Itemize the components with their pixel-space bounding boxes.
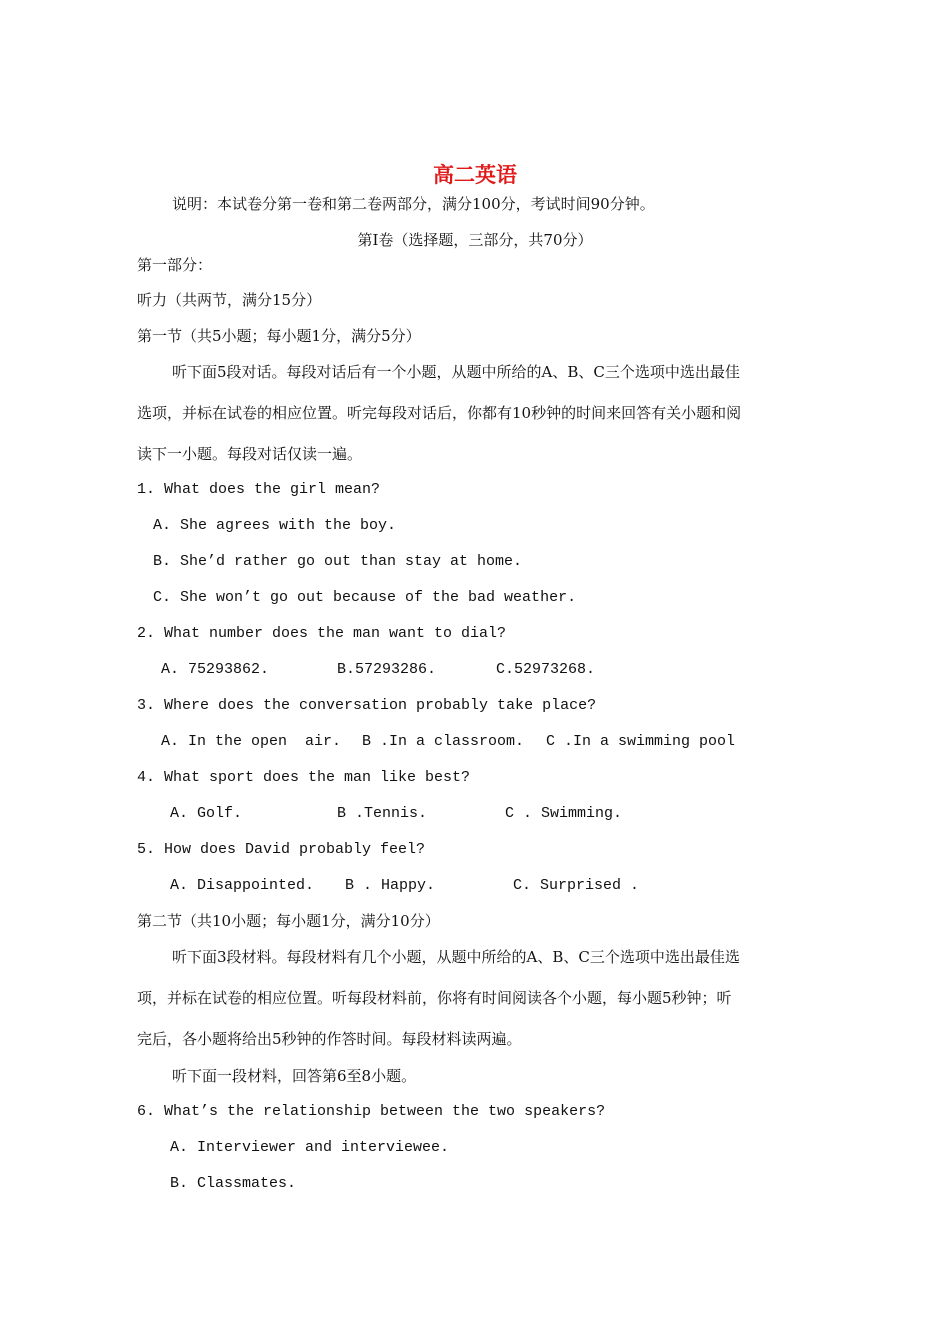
part-label: 第一部分：: [137, 256, 213, 274]
section2-instruction-line: 项，并标在试卷的相应位置。听每段材料前，你将有时间阅读各个小题，每小题5秒钟；听: [137, 989, 732, 1007]
section2-instruction-line: 听下面3段材料。每段材料有几个小题，从题中所给的A、B、C三个选项中选出最佳选: [172, 948, 740, 966]
option-2a: A. 75293862.: [161, 661, 270, 678]
question-3: 3. Where does the conversation probably take place?: [137, 697, 597, 714]
option-4c: C . Swimming.: [505, 805, 623, 822]
option-3a: A. In the open air.: [161, 733, 342, 750]
question-6: 6. What’s the relationship between the two speakers?: [137, 1103, 606, 1120]
option-3c: C .In a swimming pool: [546, 733, 736, 750]
option-1b: B. She’d rather go out than stay at home.: [153, 553, 523, 570]
section1-instruction-line: 听下面5段对话。每段对话后有一个小题，从题中所给的A、B、C三个选项中选出最佳: [172, 363, 740, 381]
option-2b: B.57293286.: [337, 661, 437, 678]
exam-instructions: 说明：本试卷分第一卷和第二卷两部分，满分100分，考试时间90分钟。: [172, 195, 655, 213]
section1-instruction-line: 选项，并标在试卷的相应位置。听完每段对话后，你都有10秒钟的时间来回答有关小题和阅: [137, 404, 742, 422]
option-2c: C.52973268.: [496, 661, 596, 678]
option-6b: B. Classmates.: [170, 1175, 297, 1192]
question-5: 5. How does David probably feel?: [137, 841, 426, 858]
question-2: 2. What number does the man want to dial?: [137, 625, 507, 642]
option-5a: A. Disappointed.: [170, 877, 315, 894]
option-3b: B .In a classroom.: [362, 733, 525, 750]
option-5c: C. Surprised .: [513, 877, 640, 894]
section1-heading: 第一节（共5小题；每小题1分，满分5分）: [137, 327, 421, 345]
option-1a: A. She agrees with the boy.: [153, 517, 397, 534]
option-4a: A. Golf.: [170, 805, 243, 822]
option-4b: B .Tennis.: [337, 805, 428, 822]
page-title: 高二英语: [433, 163, 517, 187]
option-5b: B . Happy.: [345, 877, 436, 894]
section2-instruction-line: 完后，各小题将给出5秒钟的作答时间。每段材料读两遍。: [137, 1030, 522, 1048]
volume-heading: 第Ⅰ卷（选择题，三部分，共70分）: [357, 231, 593, 249]
option-1c: C. She won’t go out because of the bad weather.: [153, 589, 577, 606]
material-intro: 听下面一段材料，回答第6至8小题。: [172, 1067, 417, 1085]
option-6a: A. Interviewer and interviewee.: [170, 1139, 450, 1156]
section2-heading: 第二节（共10小题；每小题1分，满分10分）: [137, 912, 440, 930]
question-4: 4. What sport does the man like best?: [137, 769, 471, 786]
listening-heading: 听力（共两节，满分15分）: [137, 291, 322, 309]
question-1: 1. What does the girl mean?: [137, 481, 381, 498]
section1-instruction-line: 读下一小题。每段对话仅读一遍。: [137, 445, 363, 463]
